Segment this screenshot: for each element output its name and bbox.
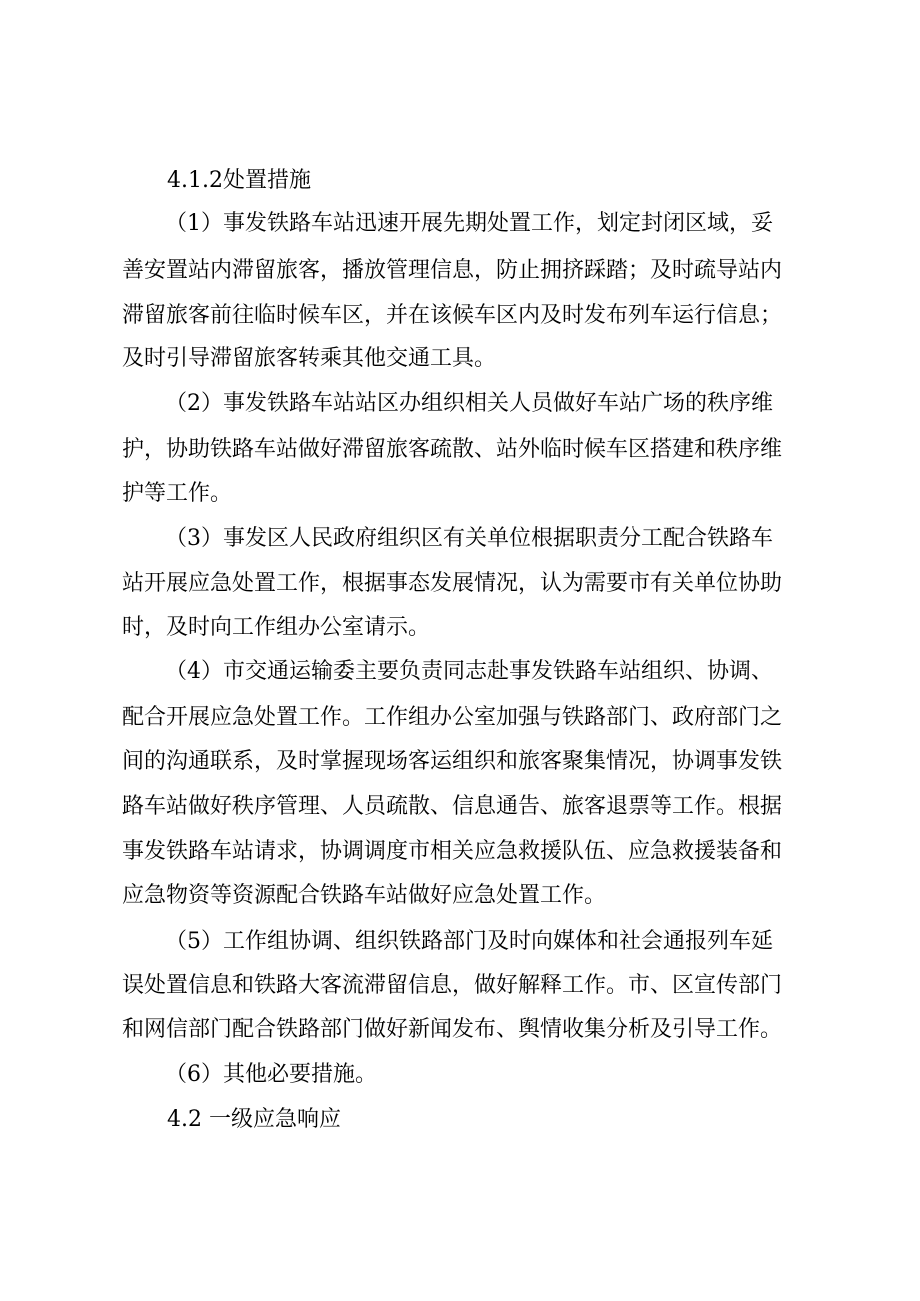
paragraph-4-line-4: 路车站做好秩序管理、人员疏散、信息通告、旅客退票等工作。根据 [122, 794, 783, 819]
paragraph-1-line-1: （1）事发铁路车站迅速开展先期处置工作，划定封闭区域，妥 [165, 211, 773, 236]
paragraph-4-line-1: （4）市交通运输委主要负责同志赴事发铁路车站组织、协调、 [165, 659, 773, 684]
paragraph-1-line-4: 及时引导滞留旅客转乘其他交通工具。 [122, 346, 497, 371]
paragraph-4-line-6: 应急物资等资源配合铁路车站做好应急处置工作。 [122, 883, 607, 908]
paragraph-4-line-3: 间的沟通联系，及时掌握现场客运组织和旅客聚集情况，协调事发铁 [122, 749, 783, 774]
paragraph-4-line-2: 配合开展应急处置工作。工作组办公室加强与铁路部门、政府部门之 [122, 705, 783, 730]
next-section-heading: 4.2 一级应急响应 [167, 1107, 341, 1132]
paragraph-5-line-3: 和网信部门配合铁路部门做好新闻发布、舆情收集分析及引导工作。 [122, 1017, 783, 1042]
paragraph-5-line-1: （5）工作组协调、组织铁路部门及时向媒体和社会通报列车延 [165, 929, 773, 954]
paragraph-4-line-5: 事发铁路车站请求，协调调度市相关应急救援队伍、应急救援装备和 [122, 839, 783, 864]
paragraph-6-line-1: （6）其他必要措施。 [165, 1062, 377, 1087]
section-heading: 4.1.2处置措施 [167, 168, 311, 193]
paragraph-3-line-1: （3）事发区人民政府组织区有关单位根据职责分工配合铁路车 [165, 526, 773, 551]
paragraph-3-line-2: 站开展应急处置工作，根据事态发展情况，认为需要市有关单位协助 [122, 571, 783, 596]
paragraph-2-line-3: 护等工作。 [122, 481, 233, 506]
paragraph-2-line-1: （2）事发铁路车站站区办组织相关人员做好车站广场的秩序维 [165, 391, 773, 416]
paragraph-2-line-2: 护，协助铁路车站做好滞留旅客疏散、站外临时候车区搭建和秩序维 [122, 437, 783, 462]
paragraph-5-line-2: 误处置信息和铁路大客流滞留信息，做好解释工作。市、区宣传部门 [122, 973, 783, 998]
paragraph-3-line-3: 时，及时向工作组办公室请示。 [122, 615, 431, 640]
paragraph-1-line-2: 善安置站内滞留旅客，播放管理信息，防止拥挤踩踏；及时疏导站内 [122, 258, 783, 283]
paragraph-1-line-3: 滞留旅客前往临时候车区，并在该候车区内及时发布列车运行信息； [122, 303, 783, 328]
